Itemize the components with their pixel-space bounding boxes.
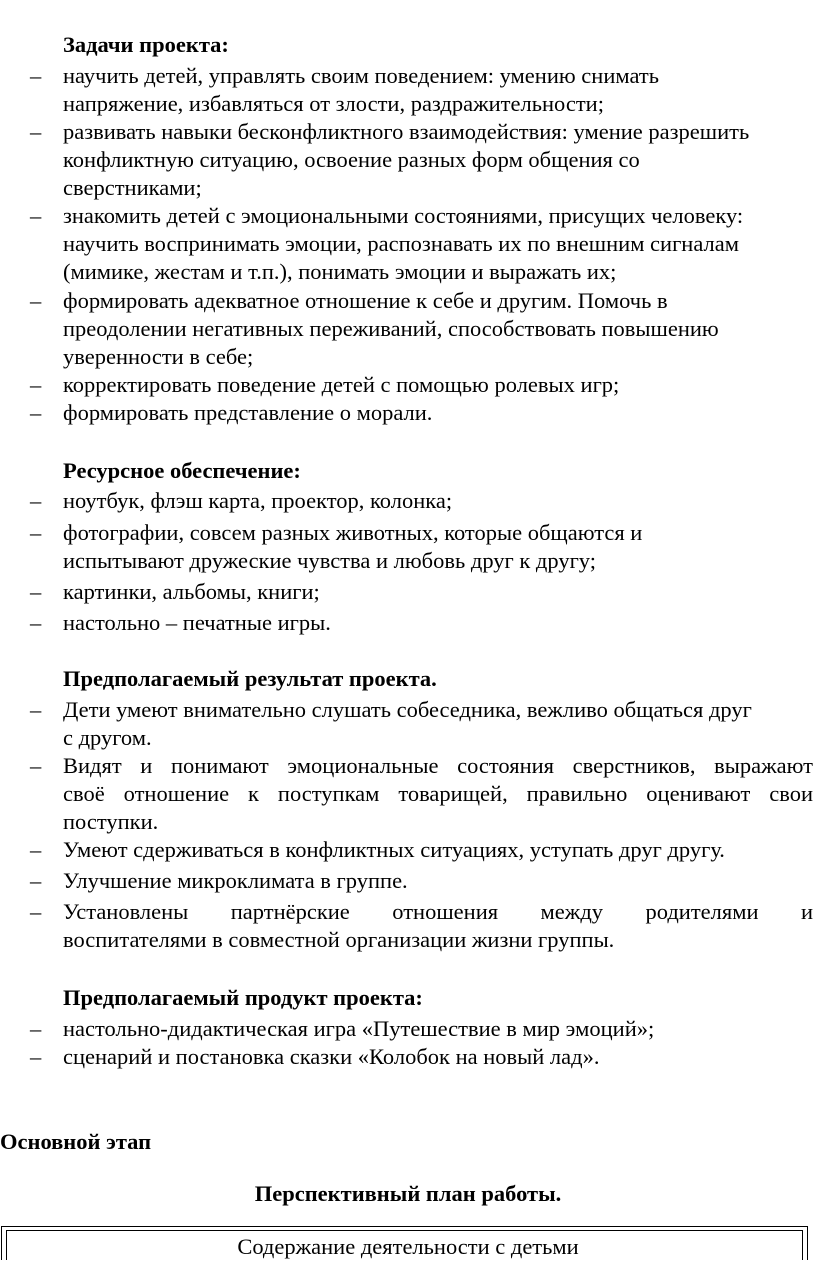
list-item-line: сценарий и постановка сказки «Колобок на новый лад». bbox=[63, 1044, 600, 1069]
bullet-dash: – bbox=[30, 488, 42, 513]
plan-title: Перспективный план работы. bbox=[254, 1181, 562, 1206]
list-item-line: своё отношение к поступкам товарищей, правильно оценивают свои bbox=[63, 781, 813, 806]
bullet-dash: – bbox=[30, 400, 42, 425]
bullet-dash: – bbox=[30, 520, 42, 545]
list-item-line: воспитателями в совместной организации жизни группы. bbox=[63, 927, 615, 952]
list-item-line: напряжение, избавляться от злости, раздражительности; bbox=[63, 91, 604, 116]
list-item-line: настольно – печатные игры. bbox=[63, 610, 331, 635]
bullet-dash: – bbox=[30, 119, 42, 144]
bullet-dash: – bbox=[30, 899, 42, 924]
list-item-line: картинки, альбомы, книги; bbox=[63, 579, 320, 604]
bullet-dash: – bbox=[30, 868, 42, 893]
list-item-line: ноутбук, флэш карта, проектор, колонка; bbox=[63, 488, 453, 513]
list-item-line: (мимике, жестам и т.п.), понимать эмоции и выражать их; bbox=[63, 259, 617, 284]
list-item-line: испытывают дружеские чувства и любовь друг к другу; bbox=[63, 548, 597, 573]
bullet-dash: – bbox=[30, 1016, 42, 1041]
bullet-dash: – bbox=[30, 610, 42, 635]
list-item-line: научить воспринимать эмоции, распознавать их по внешним сигналам bbox=[63, 231, 739, 256]
bullet-dash: – bbox=[30, 1044, 42, 1069]
tasks-heading: Задачи проекта: bbox=[63, 32, 229, 57]
list-item-line: уверенности в себе; bbox=[63, 344, 254, 369]
list-item-line: поступки. bbox=[63, 809, 159, 834]
list-item-line: научить детей, управлять своим поведением: умению снимать bbox=[63, 63, 659, 88]
list-item-line: знакомить детей с эмоциональными состояниями, присущих человеку: bbox=[63, 203, 744, 228]
bullet-dash: – bbox=[30, 288, 42, 313]
bullet-dash: – bbox=[30, 63, 42, 88]
list-item-line: сверстниками; bbox=[63, 175, 202, 200]
stage-title: Основной этап bbox=[0, 1129, 152, 1154]
list-item-line: Умеют сдерживаться в конфликтных ситуациях, уступать друг другу. bbox=[63, 837, 725, 862]
list-item-line: конфликтную ситуацию, освоение разных форм общения со bbox=[63, 147, 640, 172]
resources-heading: Ресурсное обеспечение: bbox=[63, 458, 301, 483]
bullet-dash: – bbox=[30, 753, 42, 778]
result-heading: Предполагаемый результат проекта. bbox=[63, 666, 437, 691]
list-item-line: корректировать поведение детей с помощью ролевых игр; bbox=[63, 372, 620, 397]
bullet-dash: – bbox=[30, 579, 42, 604]
list-item-line: Улучшение микроклимата в группе. bbox=[63, 868, 408, 893]
bullet-dash: – bbox=[30, 372, 42, 397]
bullet-dash: – bbox=[30, 697, 42, 722]
list-item-line: с другом. bbox=[63, 725, 152, 750]
list-item-line: Дети умеют внимательно слушать собеседника, вежливо общаться друг bbox=[63, 697, 752, 722]
product-heading: Предполагаемый продукт проекта: bbox=[63, 985, 423, 1010]
list-item-line: развивать навыки бесконфликтного взаимодействия: умение разрешить bbox=[63, 119, 750, 144]
list-item-line: фотографии, совсем разных животных, которые общаются и bbox=[63, 520, 643, 545]
list-item-line: Видят и понимают эмоциональные состояния сверстников, выражают bbox=[63, 753, 813, 778]
bullet-dash: – bbox=[30, 203, 42, 228]
bullet-dash: – bbox=[30, 837, 42, 862]
list-item-line: настольно-дидактическая игра «Путешествие в мир эмоций»; bbox=[63, 1016, 655, 1041]
table-header-cell: Содержание деятельности с детьми bbox=[237, 1234, 579, 1259]
list-item-line: формировать представление о морали. bbox=[63, 400, 433, 425]
list-item-line: преодолении негативных переживаний, способствовать повышению bbox=[63, 316, 719, 341]
list-item-line: Установлены партнёрские отношения между родителями и bbox=[63, 899, 813, 924]
list-item-line: формировать адекватное отношение к себе и другим. Помочь в bbox=[63, 288, 668, 313]
